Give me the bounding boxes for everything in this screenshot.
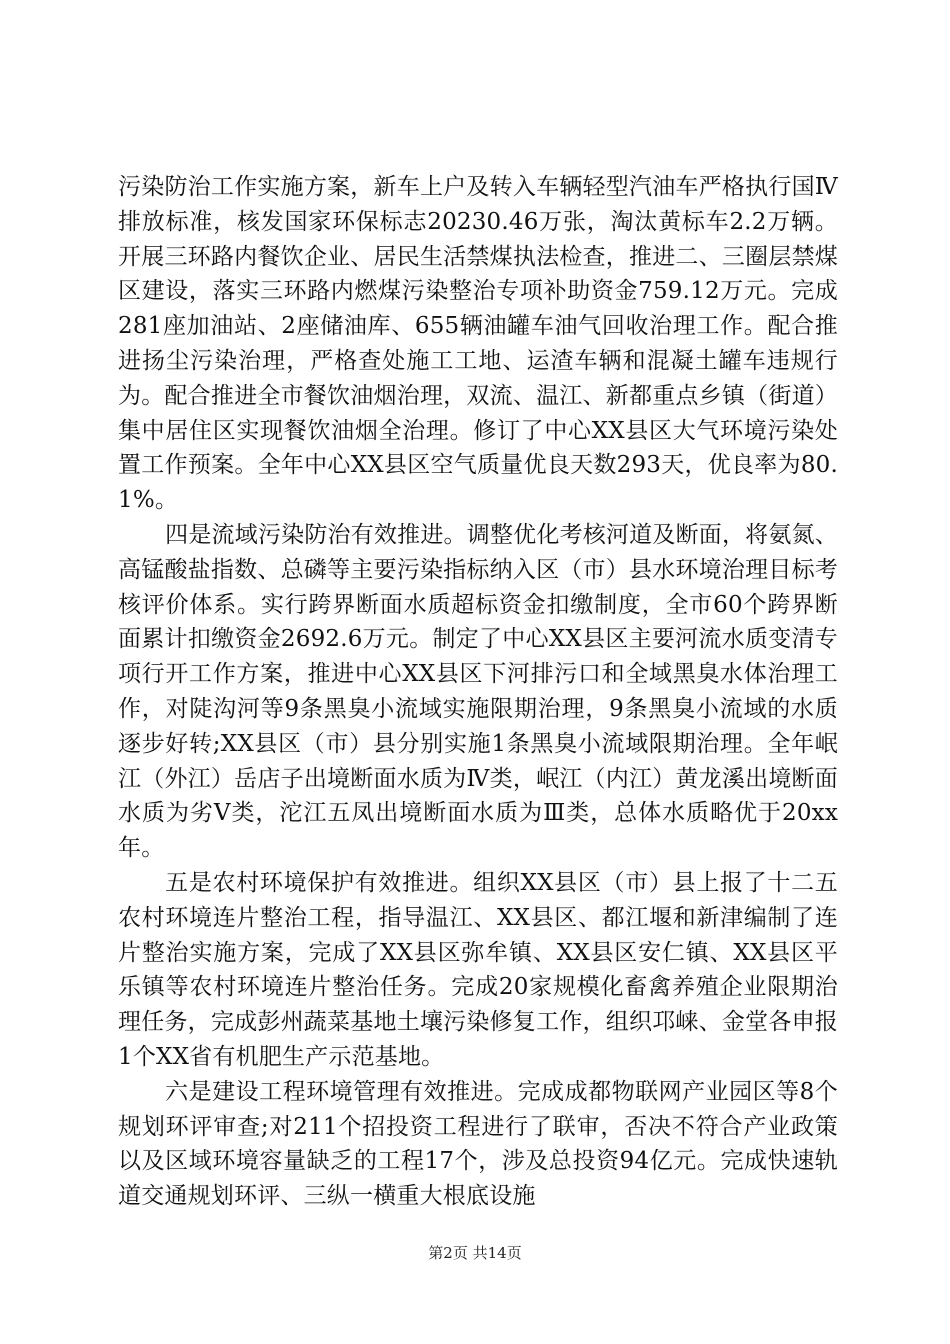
page-number-footer: 第2页 共14页 [428,1244,522,1262]
paragraph-rural-environment: 五是农村环境保护有效推进。组织XX县区（市）县上报了十二五农村环境连片整治工程，指导温江、XX县区、都江堰和新津编制了连片整治实施方案，完成了XX县区弥牟镇、XX县区安仁镇、XX县区平乐镇等农村环境连片整治任务。完成20家规模化畜禽养殖企业限期治理任务，完成彭州蔬菜基地土壤污染修复工作，组织邛崃、金堂各申报1个XX省有机肥生产示范基地。 [118,869,838,1070]
paragraph-watershed-pollution: 四是流域污染防治有效推进。调整优化考核河道及断面，将氨氮、高锰酸盐指数、总磷等主要污染指标纳入区（市）县水环境治理目标考核评价体系。实行跨界断面水质超标资金扣缴制度，全市60个跨界断面累计扣缴资金2692.6万元。制定了中心XX县区主要河流水质变清专项行开工作方案，推进中心XX县区下河排污口和全域黑臭水体治理工作，对陡沟河等9条黑臭小流域实施限期治理，9条黑臭小流域的水质逐步好转;XX县区（市）县分别实施1条黑臭小流域限期治理。全年岷江（外江）岳店子出境断面水质为Ⅳ类，岷江（内江）黄龙溪出境断面水质为劣Ⅴ类，沱江五凤出境断面水质为Ⅲ类，总体水质略优于20xx年。 [118,521,838,862]
paragraph-air-pollution-continued: 污染防治工作实施方案，新车上户及转入车辆轻型汽油车严格执行国Ⅳ排放标准，核发国家环保标志20230.46万张，淘汰黄标车2.2万辆。开展三环路内餐饮企业、居民生活禁煤执法检查，推进二、三圈层禁煤区建设，落实三环路内燃煤污染整治专项补助资金759.12万元。完成281座加油站、2座储油库、655辆油罐车油气回收治理工作。配合推进扬尘污染治理，严格查处施工工地、运渣车辆和混凝土罐车违规行为。配合推进全市餐饮油烟治理，双流、温江、新都重点乡镇（街道）集中居住区实现餐饮油烟全治理。修订了中心XX县区大气环境污染处置工作预案。全年中心XX县区空气质量优良天数293天，优良率为80.1%。 [118,174,838,514]
document-body [118,170,838,1214]
paragraph-construction-projects: 六是建设工程环境管理有效推进。完成成都物联网产业园区等8个规划环评审查;对211个招投资工程进行了联审，否决不符合产业政策以及区域环境容量缺乏的工程17个，涉及总投资94亿元。完成快速轨道交通规划环评、三纵一横重大根底设施 [118,1078,838,1210]
